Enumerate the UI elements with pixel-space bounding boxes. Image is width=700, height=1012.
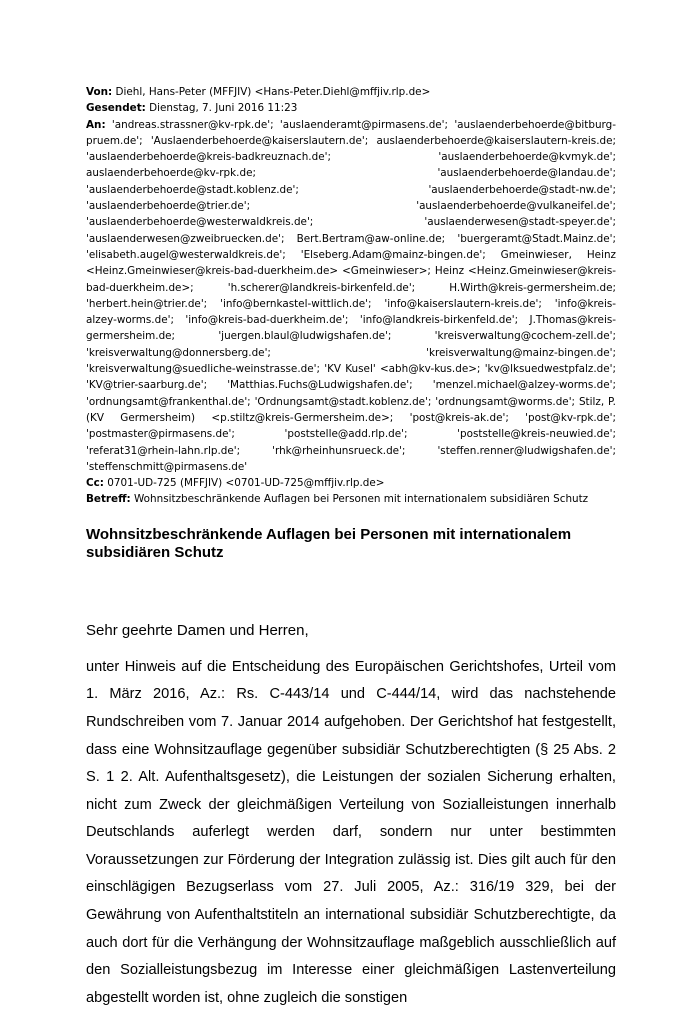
to-line — [86, 117, 616, 476]
document-title: Wohnsitzbeschränkende Auflagen bei Personen mit internationalem subsidiären Schutz — [86, 525, 572, 562]
subject-label: Betreff: — [86, 493, 131, 506]
subject-line — [86, 491, 616, 507]
email-header — [86, 84, 616, 508]
from-line — [86, 84, 616, 100]
to-value: 'andreas.strassner@kv-rpk.de'; 'auslaenderamt@pirmasens.de'; 'auslaenderbehoerde@bitburg-pruem.de'; 'Auslaenderbehoerde@kaiserslautern.de'; auslaenderbehoerde@kaiserslautern-kreis.de; 'auslaenderbehoerde@kreis-badkreuznach.de'; 'auslaenderbehoerde@kvmyk.de'; auslaenderbehoerde@kv-rpk.de; 'auslaenderbehoerde@landau.de'; 'auslaenderbehoerde@stadt.koblenz.de'; 'auslaenderbehoerde@stadt-nw.de'; 'auslaenderbehoerde@trier.de'; 'auslaenderbehoerde@vulkaneifel.de'; 'auslaenderbehoerde@westerwaldkreis.de'; 'auslaenderwesen@stadt-speyer.de'; 'auslaenderwesen@zweibruecken.de'; Bert.Bertram@aw-online.de; 'buergeramt@Stadt.Mainz.de'; 'elisabeth.augel@westerwaldkreis.de'; 'Elseberg.Adam@mainz-bingen.de'; Gmeinwieser, Heinz <Heinz.Gmeinwieser@kreis-bad-duerkheim.de> <Gmeinwieser>; Heinz <Heinz.Gmeinwieser@kreis-bad-duerkheim.de>; 'h.scherer@landkreis-birkenfeld.de'; H.Wirth@kreis-germersheim.de; 'herbert.hein@trier.de'; 'info@bernkastel-wittlich.de'; 'info@kaiserslautern-kreis.de'; 'info@kreis-alzey-worms.de'; 'info@kreis-bad-duerkheim.de'; 'info@landkreis-birkenfeld.de'; J.Thomas@kreis-germersheim.de; 'juergen.blaul@ludwigshafen.de'; 'kreisverwaltung@cochem-zell.de'; 'kreisverwaltung@donnersberg.de'; 'kreisverwaltung@mainz-bingen.de'; 'kreisverwaltung@suedliche-weinstrasse.de'; 'KV Kusel' <abh@kv-kus.de>; 'kv@lksuedwestpfalz.de'; 'KV@trier-saarburg.de'; 'Matthias.Fuchs@Ludwigshafen.de'; 'menzel.michael@alzey-worms.de'; 'ordnungsamt@frankenthal.de'; 'Ordnungsamt@stadt.koblenz.de'; 'ordnungsamt@worms.de'; Stilz, P. (KV Germersheim) <p.stiltz@kreis-Germersheim.de>; 'post@kreis-ak.de'; 'post@kv-rpk.de'; 'postmaster@pirmasens.de'; 'poststelle@add.rlp.de'; 'poststelle@kreis-neuwied.de'; 'referat31@rhein-lahn.rlp.de'; 'rhk@rheinhunsrueck.de'; 'steffen.renner@ludwigshafen.de'; 'steffenschmitt@pirmasens.de' — [86, 118, 616, 473]
salutation: Sehr geehrte Damen und Herren, — [86, 621, 309, 639]
sent-label: Gesendet: — [86, 102, 146, 115]
to-label: An: — [86, 118, 106, 131]
from-label: Von: — [86, 86, 113, 98]
cc-line — [86, 475, 616, 491]
subject-value: Wohnsitzbeschränkende Auflagen bei Personen mit internationalem subsidiären Schutz — [134, 493, 589, 506]
body-paragraph: unter Hinweis auf die Entscheidung des Europäischen Gerichtshofes, Urteil vom 1. März 2016, Az.: Rs. C-443/14 und C-444/14, wird das nachstehende Rundschreiben vom 7. Januar 2014 aufgehoben. Der Gerichtshof hat festgestellt, dass eine Wohnsitzauflage gegenüber subsidiär Schutzberechtigten (§ 25 Abs. 2 S. 1 2. Alt. Aufenthaltsgesetz), die Leistungen der sozialen Sicherung erhalten, nicht zum Zweck der gleichmäßigen Verteilung von Sozialleistungen innerhalb Deutschlands auferlegt werden darf, sondern nur unter bestimmten Voraussetzungen zur Förderung der Integration zulässig ist. Dies gilt auch für den einschlägigen Bezugserlass vom 27. Juli 2005, Az.: 316/19 329, bei der Gewährung von Aufenthaltstiteln an international subsidiär Schutzberechtigte, da auch dort für die Verhängung der Wohnsitzauflage maßgeblich ausschließlich auf den Sozialleistungsbezug im Interesse einer gleichmäßigen Lastenverteilung abgestellt worden ist, ohne zugleich die sonstigen — [86, 658, 616, 1006]
cc-value: 0701-UD-725 (MFFJIV) <0701-UD-725@mffjiv.rlp.de> — [107, 477, 385, 490]
document-page — [86, 84, 616, 1012]
from-value: Diehl, Hans-Peter (MFFJIV) <Hans-Peter.Diehl@mffjiv.rlp.de> — [115, 86, 431, 98]
cc-label: Cc: — [86, 477, 104, 490]
sent-line — [86, 100, 616, 116]
sent-value: Dienstag, 7. Juni 2016 11:23 — [149, 102, 298, 115]
